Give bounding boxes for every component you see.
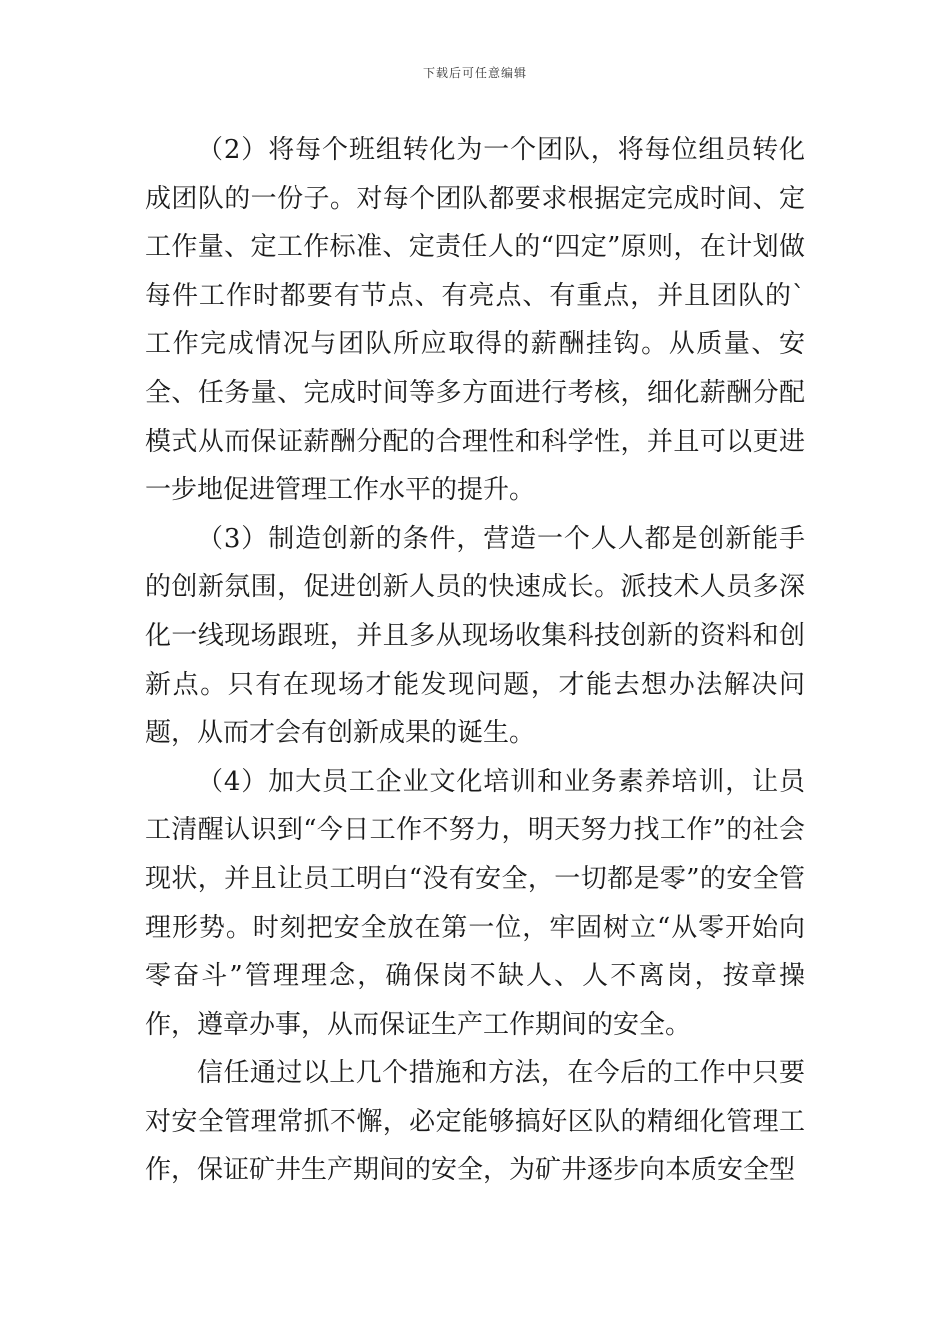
document-body [145, 126, 805, 1195]
page-header: 下载后可任意编辑 [422, 66, 527, 80]
paragraph-4: （4）加大员工企业文化培训和业务素养培训，让员工清醒认识到“今日工作不努力，明天努力找工作”的社会现状，并且让员工明白“没有安全，一切都是零”的安全管理形势。时刻把安全放在第一位，牢固树立“从零开始向零奋斗”管理理念，确保岗不缺人、人不离岗，按章操作，遵章办事，从而保证生产工作期间的安全。 [145, 766, 805, 1040]
paragraph-2: （2）将每个班组转化为一个团队，将每位组员转化成团队的一份子。对每个团队都要求根据定完成时间、定工作量、定工作标准、定责任人的“四定”原则，在计划做每件工作时都要有节点、有亮点、有重点，并且团队的`工作完成情况与团队所应取得的薪酬挂钩。从质量、安全、任务量、完成时间等多方面进行考核，细化薪酬分配模式从而保证薪酬分配的合理性和科学性，并且可以更进一步地促进管理工作水平的提升。 [145, 135, 805, 506]
paragraph-conclusion: 信任通过以上几个措施和方法，在今后的工作中只要对安全管理常抓不懈，必定能够搞好区队的精细化管理工作，保证矿井生产期间的安全，为矿井逐步向本质安全型 [145, 1058, 805, 1186]
paragraph-3: （3）制造创新的条件，营造一个人人都是创新能手的创新氛围，促进创新人员的快速成长。派技术人员多深化一线现场跟班，并且多从现场收集科技创新的资料和创新点。只有在现场才能发现问题，才能去想办法解决问题，从而才会有创新成果的诞生。 [145, 523, 805, 749]
